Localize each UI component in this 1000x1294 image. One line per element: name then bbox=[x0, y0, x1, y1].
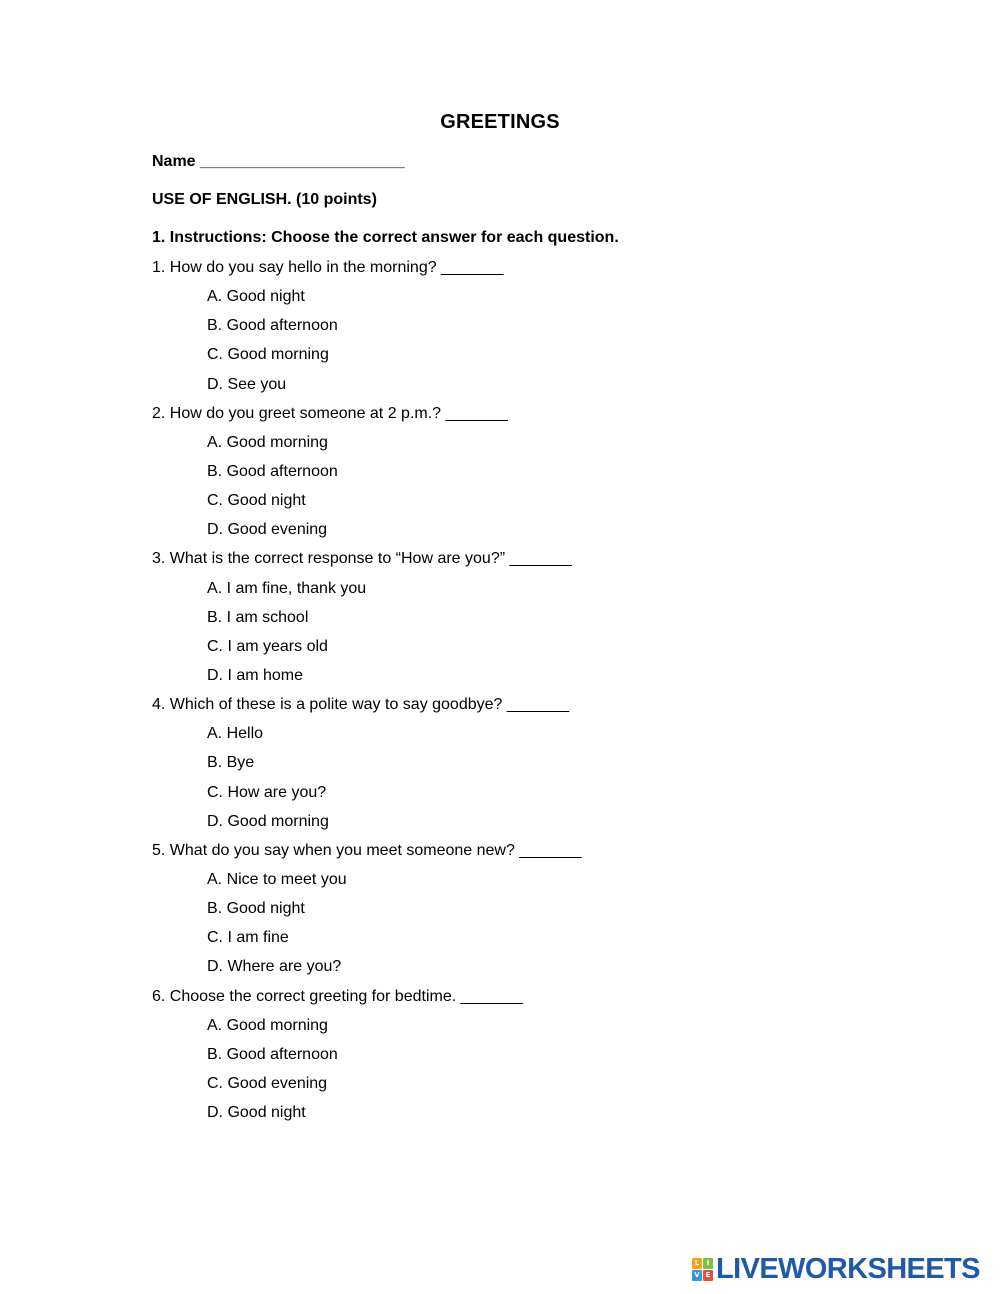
question-5-option-c: C. I am fine bbox=[207, 929, 289, 947]
question-2-option-a: A. Good morning bbox=[207, 433, 328, 451]
question-6-text: 6. Choose the correct greeting for bedtime. _______ bbox=[152, 987, 523, 1005]
question-4-option-b: B. Bye bbox=[207, 754, 255, 772]
question-1-option-d: D. See you bbox=[207, 375, 287, 393]
question-4-text: 4. Which of these is a polite way to say goodbye? _______ bbox=[152, 696, 570, 714]
logo-blocks-icon bbox=[692, 1258, 713, 1281]
question-4-option-c: C. How are you? bbox=[207, 783, 327, 801]
question-1-option-c: C. Good morning bbox=[207, 346, 329, 364]
question-3-text: 3. What is the correct response to “How are you?” _______ bbox=[152, 550, 572, 568]
question-1-option-b: B. Good afternoon bbox=[207, 317, 338, 335]
question-5-option-b: B. Good night bbox=[207, 900, 305, 918]
question-6-option-d: D. Good night bbox=[207, 1104, 306, 1122]
logo-block-v: V bbox=[692, 1270, 702, 1281]
question-5-text: 5. What do you say when you meet someone new? _______ bbox=[152, 841, 582, 859]
question-2-text: 2. How do you greet someone at 2 p.m.? _______ bbox=[152, 404, 508, 422]
section-heading: USE OF ENGLISH. (10 points) bbox=[152, 191, 377, 208]
question-4-option-d: D. Good morning bbox=[207, 812, 329, 830]
logo-wordmark: LIVEWORKSHEETS bbox=[716, 1253, 980, 1285]
question-6-option-c: C. Good evening bbox=[207, 1074, 328, 1092]
question-1-option-a: A. Good night bbox=[207, 288, 305, 306]
question-3-option-c: C. I am years old bbox=[207, 637, 328, 655]
question-5-option-d: D. Where are you? bbox=[207, 958, 342, 976]
logo-block-e: E bbox=[703, 1270, 713, 1281]
question-4-option-a: A. Hello bbox=[207, 725, 264, 743]
name-field-label: Name _______________________ bbox=[152, 153, 405, 170]
question-3-option-a: A. I am fine, thank you bbox=[207, 579, 367, 597]
instructions-text: 1. Instructions: Choose the correct answer for each question. bbox=[152, 229, 619, 246]
question-1-text: 1. How do you say hello in the morning? _______ bbox=[152, 259, 504, 276]
logo-block-i: I bbox=[703, 1258, 713, 1269]
question-2-option-d: D. Good evening bbox=[207, 521, 328, 539]
logo-block-l: L bbox=[692, 1258, 702, 1269]
question-6-option-a: A. Good morning bbox=[207, 1016, 328, 1034]
question-3-option-d: D. I am home bbox=[207, 666, 304, 684]
question-6-option-b: B. Good afternoon bbox=[207, 1045, 338, 1063]
question-2-option-b: B. Good afternoon bbox=[207, 462, 338, 480]
question-5-option-a: A. Nice to meet you bbox=[207, 870, 347, 888]
question-2-option-c: C. Good night bbox=[207, 492, 306, 510]
question-list bbox=[152, 253, 952, 1127]
question-3-option-b: B. I am school bbox=[207, 608, 309, 626]
liveworksheets-logo bbox=[692, 1252, 980, 1286]
worksheet-title: GREETINGS bbox=[440, 111, 560, 133]
